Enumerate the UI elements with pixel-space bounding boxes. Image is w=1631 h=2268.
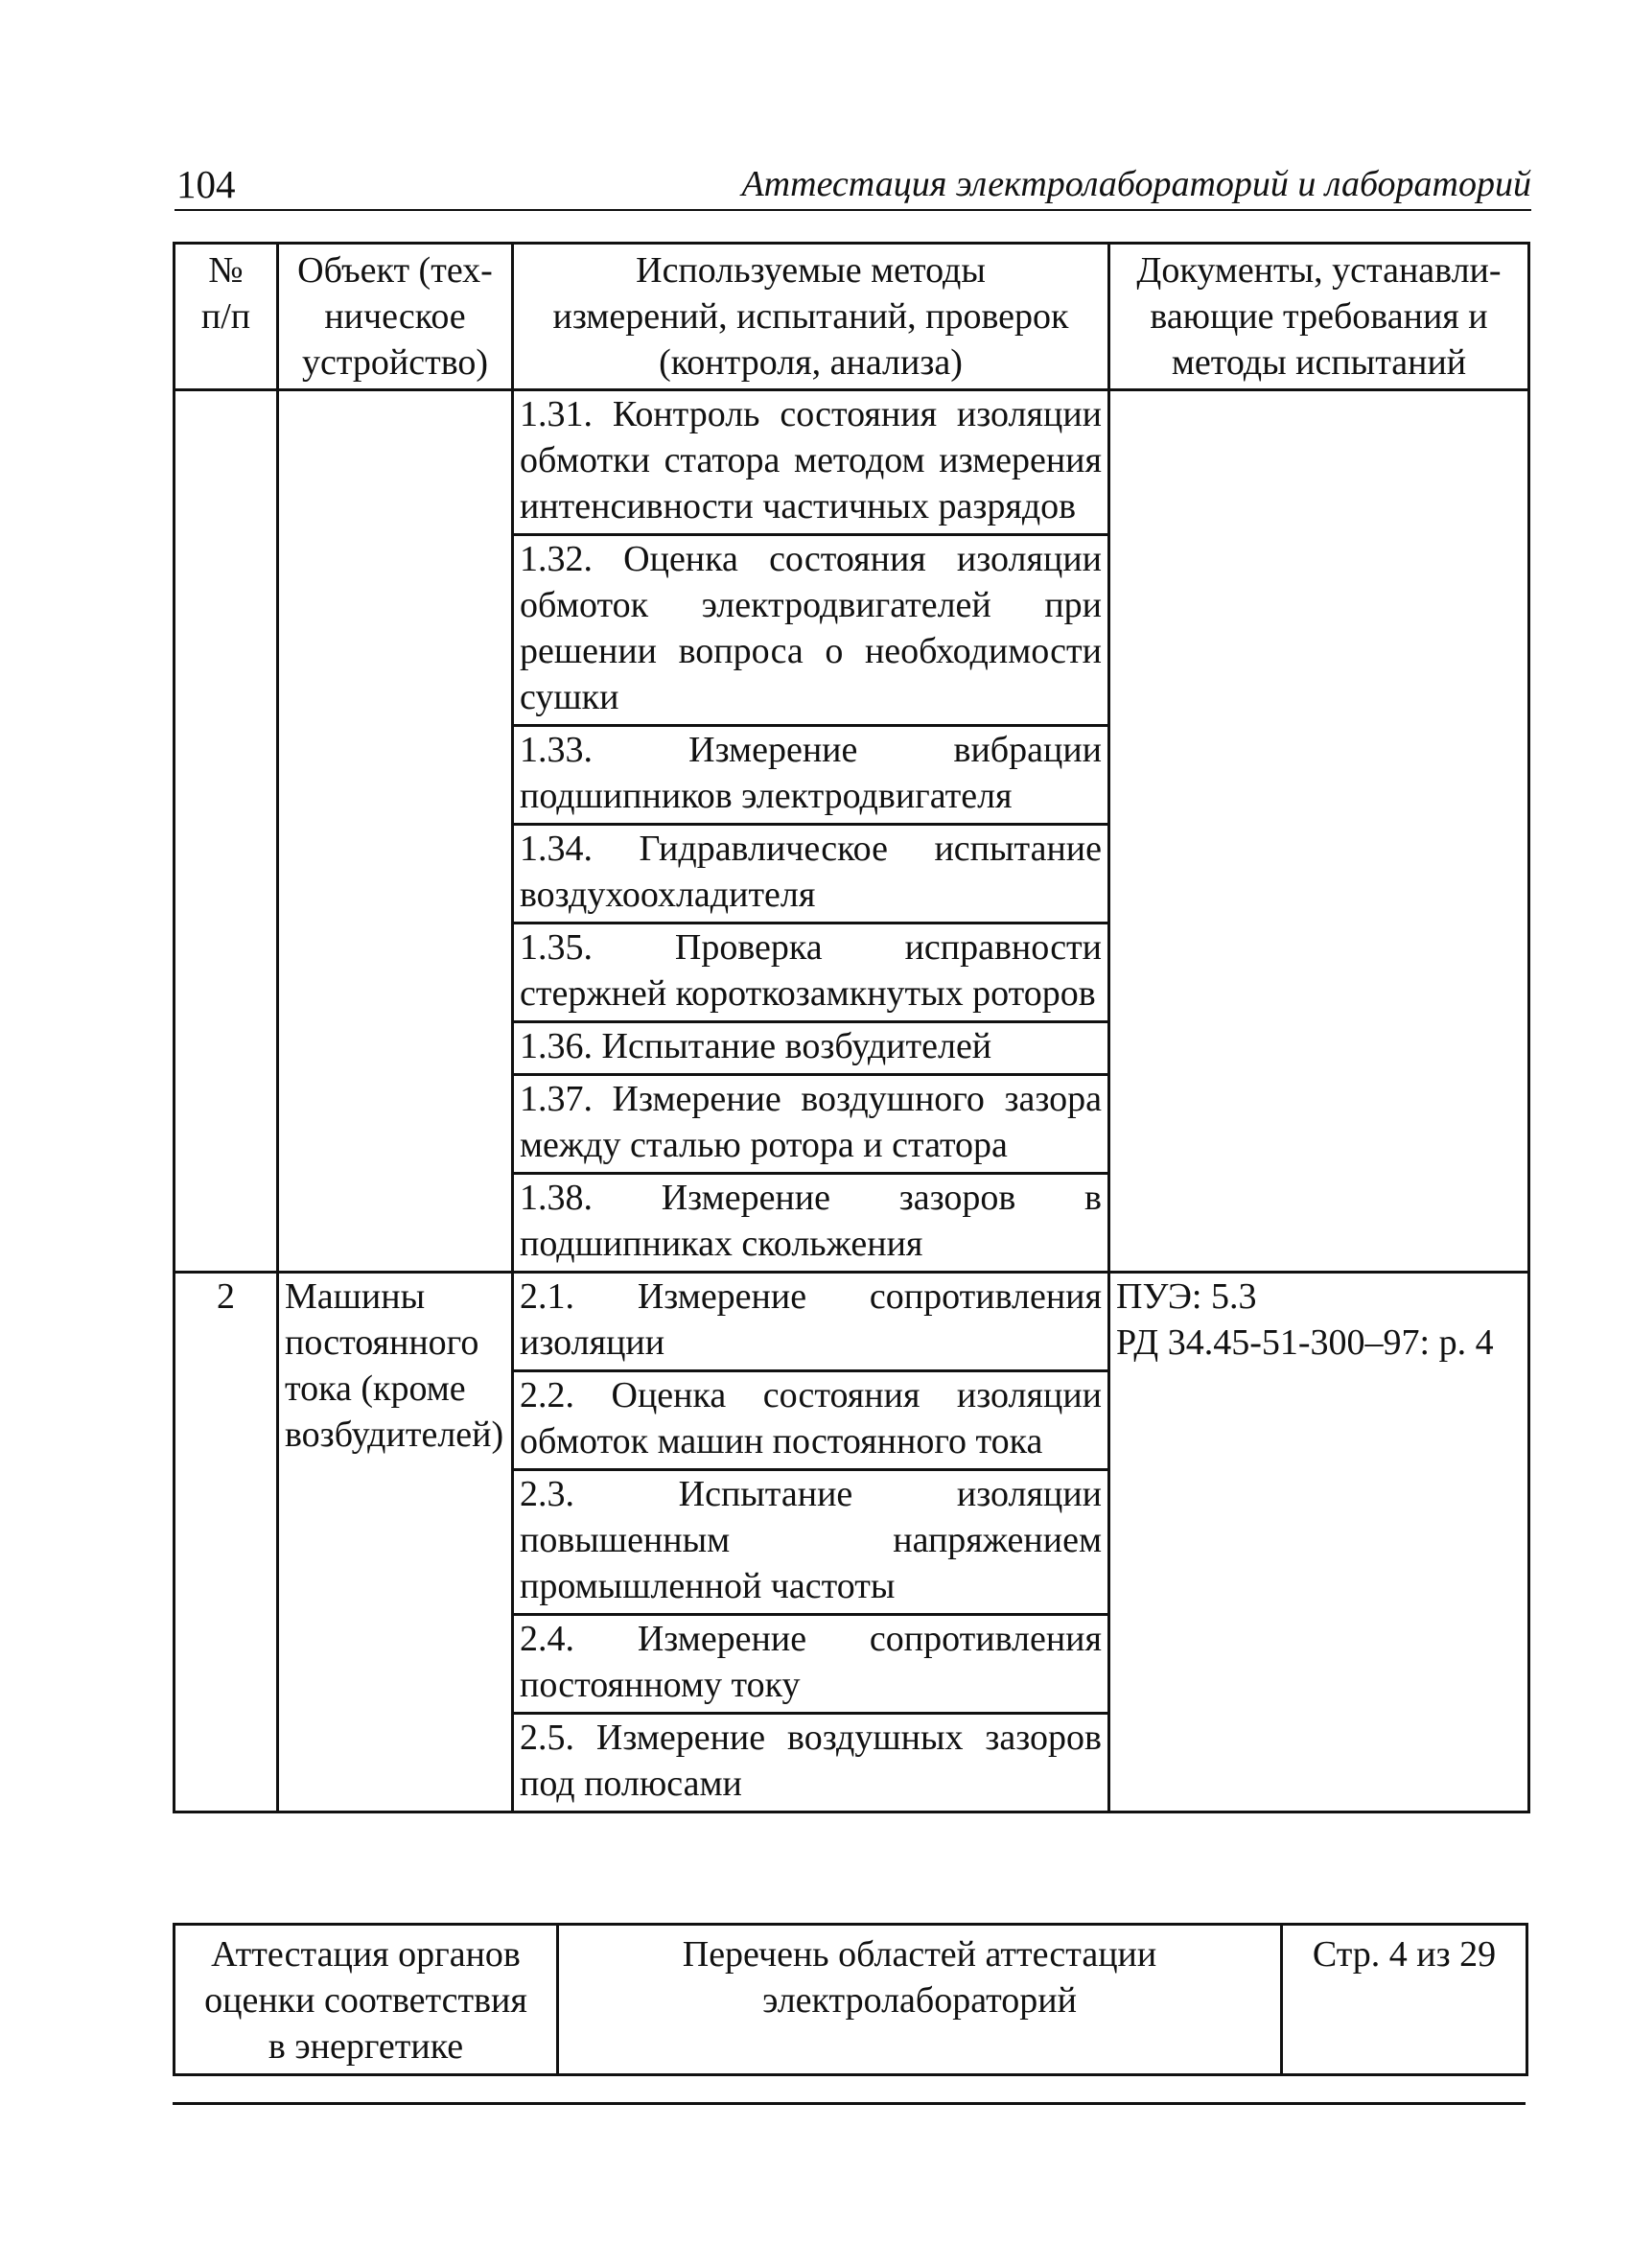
- group1-number-cell: [175, 390, 278, 1273]
- header-title: Аттестация электролабораторий и лабораторий: [741, 164, 1531, 204]
- bottom-rule: [173, 2102, 1526, 2105]
- methods-table: [173, 242, 1530, 1813]
- document-reference: ПУЭ: 5.3: [1116, 1276, 1257, 1317]
- table-row: [175, 1273, 1529, 1371]
- footer-document-title: Перечень областей аттестации электролабораторий: [558, 1925, 1282, 2075]
- method-cell: 2.2. Оценка состояния изоляции обмоток машин постоянного тока: [513, 1371, 1109, 1470]
- table-row: [175, 390, 1529, 535]
- group2-number-cell: 2: [175, 1273, 278, 1812]
- table-header-row: [175, 244, 1529, 390]
- method-cell: 1.38. Измерение зазоров в подшипниках скольжения: [513, 1174, 1109, 1273]
- method-cell: 2.5. Измерение воздушных зазоров под полюсами: [513, 1714, 1109, 1812]
- column-header-documents: Документы, устанавли- вающие требования и методы испытаний: [1109, 244, 1529, 390]
- page-number: 104: [176, 162, 236, 206]
- method-cell: 1.37. Измерение воздушного зазора между сталью ротора и статора: [513, 1075, 1109, 1174]
- group2-documents-cell: [1109, 1273, 1529, 1812]
- group2-object-cell: Машины постоянного тока (кроме возбудителей): [278, 1273, 513, 1812]
- method-cell: 2.3. Испытание изоляции повышенным напряжением промышленной частоты: [513, 1470, 1109, 1615]
- running-header: [175, 161, 1531, 211]
- method-cell: 1.32. Оценка состояния изоляции обмоток электродвигателей при решении вопроса о необходимости сушки: [513, 535, 1109, 726]
- column-header-number: № п/п: [175, 244, 278, 390]
- method-cell: 2.1. Измерение сопротивления изоляции: [513, 1273, 1109, 1371]
- method-cell: 1.35. Проверка исправности стержней короткозамкнутых роторов: [513, 924, 1109, 1022]
- method-cell: 1.34. Гидравлическое испытание воздухоохладителя: [513, 825, 1109, 924]
- method-cell: 1.36. Испытание возбудителей: [513, 1022, 1109, 1075]
- footer-table: [173, 1923, 1528, 2076]
- footer-organization: Аттестация органов оценки соответствия в энергетике: [175, 1925, 558, 2075]
- document-reference: РД 34.45-51-300–97: р. 4: [1116, 1322, 1494, 1363]
- group1-object-cell: [278, 390, 513, 1273]
- method-cell: 2.4. Измерение сопротивления постоянному току: [513, 1615, 1109, 1714]
- column-header-methods: Используемые методы измерений, испытаний, проверок (контроля, анализа): [513, 244, 1109, 390]
- method-cell: 1.31. Контроль состояния изоляции обмотки статора методом измерения интенсивности частичных разрядов: [513, 390, 1109, 535]
- method-cell: 1.33. Измерение вибрации подшипников электродвигателя: [513, 726, 1109, 825]
- group1-documents-cell: [1109, 390, 1529, 1273]
- footer-row: [175, 1925, 1527, 2075]
- footer-page-info: Стр. 4 из 29: [1282, 1925, 1527, 2075]
- column-header-object: Объект (тех- ническое устройство): [278, 244, 513, 390]
